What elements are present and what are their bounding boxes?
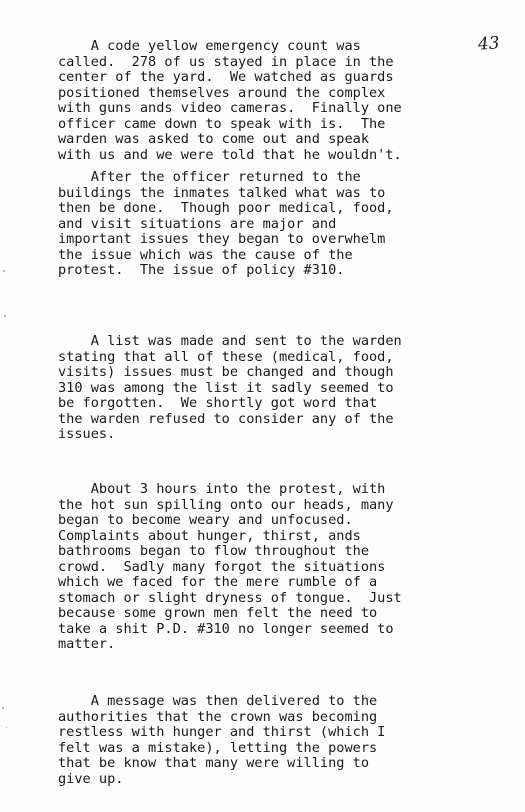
scan-speck	[3, 270, 5, 272]
scan-speck	[4, 315, 6, 317]
paragraph-three-hours: About 3 hours into the protest, with the hot sun spilling onto our heads, many began to become weary and unfocused. Complaints about hunger, thirst, ands bathrooms began to flow throughout the crowd. Sadly many forgot the situations which we faced for the mere rumble of a stomach or slight dryness of tongue. Just because some grown men felt the need to take a shit P.D. #310 no longer seemed to matter.	[58, 481, 402, 652]
paragraph-list-to-warden: A list was made and sent to the warden stating that all of these (medical, food, visits) issues must be changed and though 310 was among the list it sadly seemed to be forgotten. We shortly got word that the warden refused to consider any of the issues.	[58, 333, 402, 442]
paragraph-message-delivered: A message was then delivered to the authorities that the crown was becoming restless with hunger and thirst (which I felt was a mistake), letting the powers that be know that many were willing to give up.	[58, 693, 386, 787]
scan-speck	[2, 707, 4, 709]
scan-speck	[6, 727, 7, 728]
page-number: 43	[477, 33, 501, 55]
paragraph-officer-returned: After the officer returned to the buildings the inmates talked what was to then be done. Though poor medical, food, and visit situations are major and important issues they began to overwhelm the issue which was the cause of the protest. The issue of policy #310.	[58, 169, 394, 278]
paragraph-code-yellow-count: A code yellow emergency count was called. 278 of us stayed in place in the center of the yard. We watched as guards positioned themselves around the complex with guns ands video cameras. Finally one officer came down to speak with is. The warden was asked to come out and speak with us and we were told that he wouldn't.	[58, 38, 402, 163]
